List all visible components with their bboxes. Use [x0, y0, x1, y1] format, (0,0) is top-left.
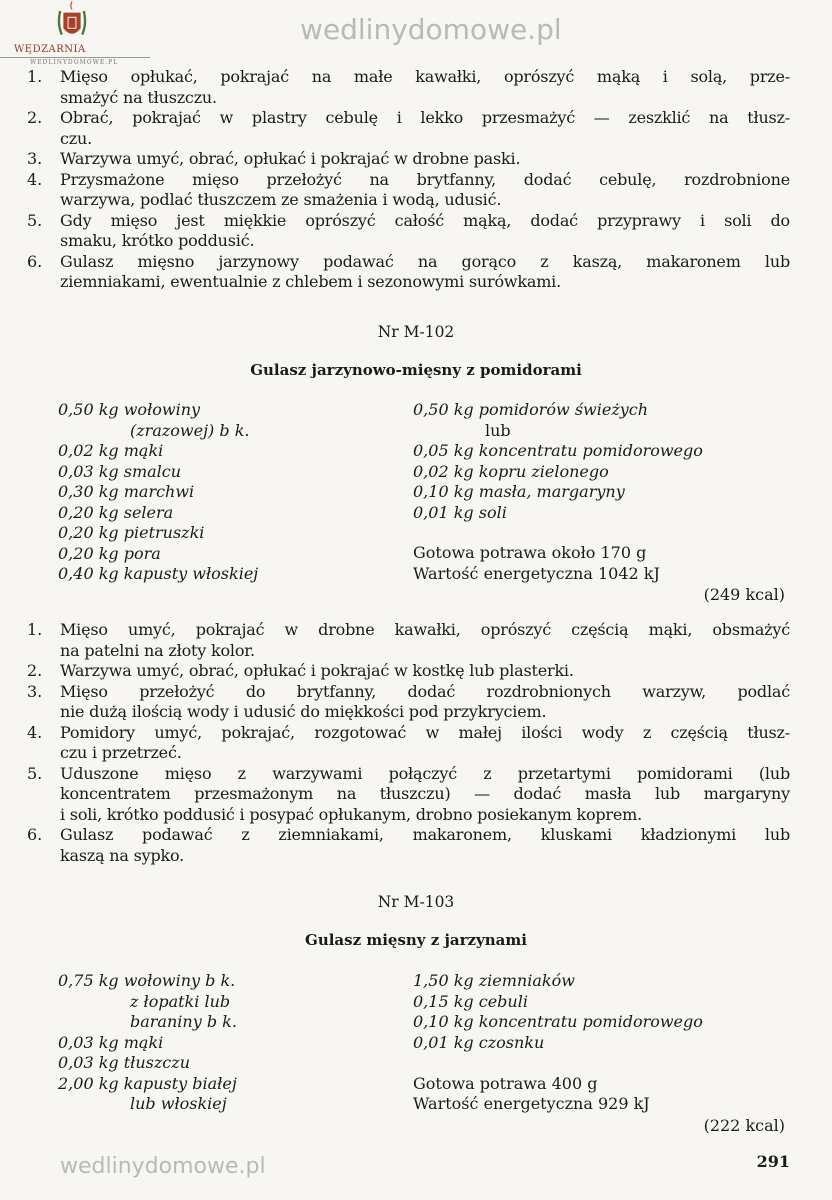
step-text-line: kaszą na sypko.: [60, 845, 185, 865]
step-text-line: czu.: [60, 128, 92, 148]
ingredient: lub: [485, 420, 511, 440]
step-number: 5.: [27, 763, 43, 783]
energy-value: Wartość energetyczna 1042 kJ: [413, 563, 660, 583]
page-number: 291: [756, 1152, 790, 1171]
ingredient: 0,03 kg tłuszczu: [58, 1053, 190, 1072]
ingredients-left: [58, 400, 258, 585]
ingredient: 0,01 kg soli: [413, 502, 507, 522]
ingredient: 0,75 kg wołowiny b k.: [58, 971, 236, 990]
yield-2: Gotowa potrawa 400 g: [413, 1073, 598, 1093]
step-number: 3.: [27, 681, 43, 701]
logo-divider: [0, 57, 150, 58]
step-number: 1.: [27, 67, 43, 86]
step-text-line: Pomidory umyć, pokrajać, rozgotować w małej ilości wody z częścią tłusz-: [60, 722, 790, 742]
step-text-line: Mięso umyć, pokrajać w drobne kawałki, oprószyć częścią mąki, obsmażyć: [60, 620, 790, 639]
ingredient: 2,00 kg kapusty białej: [58, 1073, 237, 1093]
watermark-bottom: wedlinydomowe.pl: [60, 1154, 266, 1179]
ingredients-right-2: [413, 971, 703, 1053]
ingredient: (zrazowej) b k.: [130, 420, 250, 440]
step-text-line: koncentratem przesmażonym na tłuszczu) — dodać masła lub margaryny: [60, 784, 790, 803]
step-number: 6.: [27, 825, 43, 844]
kcal-value: (249 kcal): [703, 585, 785, 604]
step-text-line: warzywa, podlać tłuszczem ze smażenia i wodą, udusić.: [60, 190, 502, 209]
step-number: 3.: [27, 149, 43, 168]
step-text-line: Przysmażone mięso przełożyć na brytfanny, dodać cebulę, rozdrobnione: [60, 169, 790, 189]
step-text-line: Mięso przełożyć do brytfanny, dodać rozdrobnionych warzyw, podlać: [60, 681, 790, 701]
step-text-line: ziemniakami, ewentualnie z chlebem i sezonowymi surówkami.: [60, 272, 561, 291]
ingredient: 0,02 kg mąki: [58, 441, 164, 460]
recipe-number: Nr M-102: [377, 323, 455, 341]
step-text-line: czu i przetrzeć.: [60, 743, 182, 762]
preparation-steps-list: [0, 620, 832, 866]
step-number: 5.: [27, 210, 43, 230]
step-text-line: Gulasz mięsno jarzynowy podawać na gorąco z kaszą, makaronem lub: [60, 251, 790, 271]
step-text-line: Obrać, pokrajać w plastry cebulę i lekko przesmażyć — zeszklić na tłusz-: [60, 108, 790, 127]
ingredient: 0,03 kg mąki: [58, 1032, 164, 1052]
logo-subtext: WEDLINYDOMOWE.PL: [30, 59, 119, 66]
ingredient: 0,05 kg koncentratu pomidorowego: [413, 441, 703, 460]
step-number: 1.: [27, 620, 43, 639]
ingredient: baraniny b k.: [130, 1012, 237, 1031]
list-item: [0, 825, 832, 866]
step-text-line: Gulasz podawać z ziemniakami, makaronem, kluskami kładzionymi lub: [60, 825, 790, 844]
ingredients-right: [413, 400, 703, 523]
ingredients-left-2: [58, 971, 237, 1115]
intro-steps-list: [0, 67, 832, 293]
ingredient: 0,15 kg cebuli: [413, 991, 528, 1011]
ingredient: 0,50 kg pomidorów świeżych: [413, 400, 649, 419]
logo-emblem-icon: [52, 0, 92, 48]
recipe-number-2: Nr M-103: [377, 893, 455, 911]
step-text-line: smaku, krótko poddusić.: [60, 231, 255, 250]
ingredient: lub włoskiej: [130, 1094, 227, 1113]
step-text-line: na patelni na złoty kolor.: [60, 640, 255, 660]
ingredient: 0,20 kg pietruszki: [58, 523, 205, 542]
ingredient: 0,50 kg wołowiny: [58, 400, 201, 419]
list-item: [0, 170, 832, 211]
step-text-line: Mięso opłukać, pokrajać na małe kawałki, oprószyć mąką i solą, prze-: [60, 67, 790, 86]
list-item: [0, 682, 832, 723]
step-text-line: Warzywa umyć, obrać, opłukać i pokrajać w kostkę lub plasterki.: [60, 661, 574, 680]
ingredient: 0,02 kg kopru zielonego: [413, 461, 609, 481]
logo-text: WĘDZARNIA: [14, 44, 86, 55]
recipe-title: Gulasz jarzynowo-mięsny z pomidorami: [250, 361, 582, 379]
yield: Gotowa potrawa około 170 g: [413, 543, 647, 562]
step-number: 6.: [27, 251, 43, 271]
ingredient: 0,03 kg smalcu: [58, 461, 182, 481]
step-text-line: Gdy mięso jest miękkie oprószyć całość mąką, dodać przyprawy i soli do: [60, 210, 790, 230]
list-item: [0, 211, 832, 252]
step-text-line: nie dużą ilością wody i udusić do miękkości pod przykryciem.: [60, 702, 547, 721]
list-item: [0, 764, 832, 826]
recipe-title-2: Gulasz mięsny z jarzynami: [305, 931, 527, 949]
list-item: [0, 67, 832, 108]
watermark: wedlinydomowe.pl: [300, 13, 562, 46]
list-item: [0, 108, 832, 149]
list-item: [0, 620, 832, 661]
ingredient: z łopatki lub: [130, 991, 231, 1011]
ingredient: 0,01 kg czosnku: [413, 1032, 545, 1052]
ingredient: 0,40 kg kapusty włoskiej: [58, 564, 259, 583]
list-item: [0, 723, 832, 764]
ingredient: 0,10 kg masła, margaryny: [413, 482, 625, 501]
ingredient: 0,30 kg marchwi: [58, 482, 195, 501]
ingredient: 0,10 kg koncentratu pomidorowego: [413, 1012, 703, 1031]
step-text-line: smażyć na tłuszczu.: [60, 87, 217, 107]
step-text-line: i soli, krótko poddusić i posypać opłukanym, drobno posiekanym koprem.: [60, 804, 643, 824]
step-text-line: Uduszone mięso z warzywami połączyć z przetartymi pomidorami (lub: [60, 763, 790, 783]
kcal-value-2: (222 kcal): [703, 1116, 785, 1135]
ingredient: 0,20 kg selera: [58, 502, 174, 522]
energy-value-2: Wartość energetyczna 929 kJ: [413, 1094, 650, 1113]
step-number: 2.: [27, 661, 43, 680]
ingredient: 1,50 kg ziemniaków: [413, 971, 575, 990]
list-item: [0, 252, 832, 293]
list-item: [0, 149, 832, 170]
list-item: [0, 661, 832, 682]
step-number: 2.: [27, 108, 43, 127]
step-number: 4.: [27, 722, 43, 742]
step-text-line: Warzywa umyć, obrać, opłukać i pokrajać w drobne paski.: [60, 149, 521, 168]
ingredient: 0,20 kg pora: [58, 543, 161, 563]
step-number: 4.: [27, 169, 43, 189]
